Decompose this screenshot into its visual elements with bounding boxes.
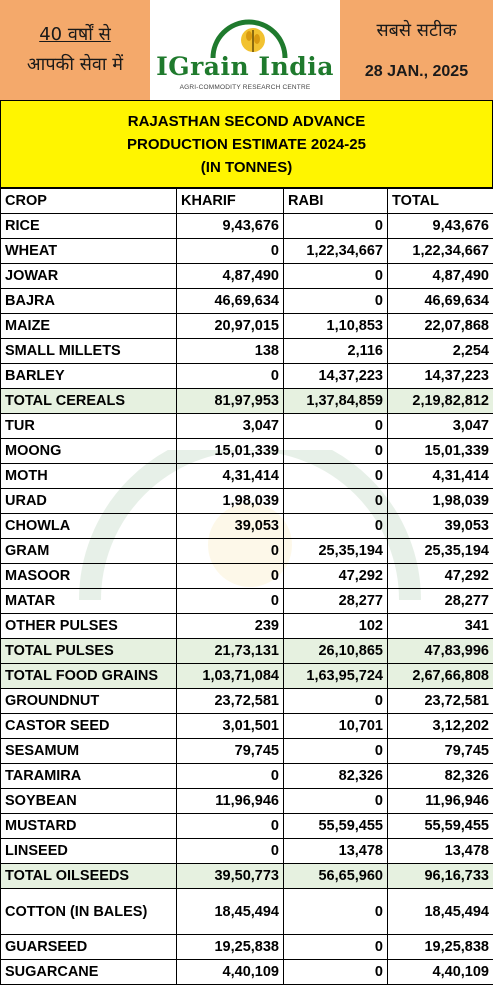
total-cell: 22,07,868 <box>388 314 493 339</box>
rabi-cell: 1,63,95,724 <box>284 664 388 689</box>
kharif-cell: 4,31,414 <box>177 464 284 489</box>
rabi-cell: 0 <box>284 439 388 464</box>
crop-cell: SESAMUM <box>1 739 177 764</box>
kharif-cell: 0 <box>177 239 284 264</box>
kharif-cell: 0 <box>177 814 284 839</box>
table-row <box>1 960 493 985</box>
kharif-cell: 3,047 <box>177 414 284 439</box>
total-cell: 39,053 <box>388 514 493 539</box>
rabi-cell: 0 <box>284 214 388 239</box>
table-row <box>1 714 493 739</box>
production-table <box>0 188 493 985</box>
rabi-cell: 0 <box>284 789 388 814</box>
table-row <box>1 289 493 314</box>
table-row <box>1 814 493 839</box>
rabi-cell: 0 <box>284 739 388 764</box>
rabi-cell: 0 <box>284 464 388 489</box>
total-cell: 4,40,109 <box>388 960 493 985</box>
kharif-cell: 4,40,109 <box>177 960 284 985</box>
rabi-cell: 0 <box>284 689 388 714</box>
kharif-cell: 23,72,581 <box>177 689 284 714</box>
report-date: 28 JAN., 2025 <box>364 63 469 80</box>
kharif-cell: 239 <box>177 614 284 639</box>
rabi-cell: 56,65,960 <box>284 864 388 889</box>
kharif-cell: 1,03,71,084 <box>177 664 284 689</box>
title-line1: RAJASTHAN SECOND ADVANCE <box>127 112 366 130</box>
kharif-cell: 39,053 <box>177 514 284 539</box>
table-row <box>1 364 493 389</box>
kharif-cell: 15,01,339 <box>177 439 284 464</box>
header-tagline <box>0 0 150 100</box>
table-row <box>1 764 493 789</box>
kharif-cell: 0 <box>177 764 284 789</box>
table-row <box>1 839 493 864</box>
crop-cell: SUGARCANE <box>1 960 177 985</box>
rabi-cell: 26,10,865 <box>284 639 388 664</box>
table-row <box>1 864 493 889</box>
rabi-cell: 55,59,455 <box>284 814 388 839</box>
total-cell: 2,67,66,808 <box>388 664 493 689</box>
kharif-cell: 4,87,490 <box>177 264 284 289</box>
table-body <box>1 214 493 985</box>
table-row <box>1 264 493 289</box>
crop-cell: CHOWLA <box>1 514 177 539</box>
crop-cell: JOWAR <box>1 264 177 289</box>
crop-cell: GROUNDNUT <box>1 689 177 714</box>
rabi-cell: 1,22,34,667 <box>284 239 388 264</box>
rabi-cell: 0 <box>284 960 388 985</box>
title-line3: (IN TONNES) <box>200 158 293 176</box>
rabi-cell: 1,37,84,859 <box>284 389 388 414</box>
crop-cell: SMALL MILLETS <box>1 339 177 364</box>
total-cell: 25,35,194 <box>388 539 493 564</box>
total-cell: 82,326 <box>388 764 493 789</box>
crop-cell: COTTON (IN BALES) <box>1 889 177 935</box>
table-row <box>1 464 493 489</box>
table-row <box>1 514 493 539</box>
table-row <box>1 789 493 814</box>
crop-cell: TARAMIRA <box>1 764 177 789</box>
crop-cell: TOTAL PULSES <box>1 639 177 664</box>
total-cell: 28,277 <box>388 589 493 614</box>
total-cell: 46,69,634 <box>388 289 493 314</box>
total-cell: 14,37,223 <box>388 364 493 389</box>
crop-cell: MUSTARD <box>1 814 177 839</box>
kharif-cell: 3,01,501 <box>177 714 284 739</box>
kharif-cell: 81,97,953 <box>177 389 284 414</box>
kharif-cell: 79,745 <box>177 739 284 764</box>
rabi-cell: 13,478 <box>284 839 388 864</box>
total-cell: 79,745 <box>388 739 493 764</box>
total-cell: 4,31,414 <box>388 464 493 489</box>
table-row <box>1 239 493 264</box>
total-cell: 47,292 <box>388 564 493 589</box>
crop-cell: LINSEED <box>1 839 177 864</box>
title-line2: PRODUCTION ESTIMATE 2024-25 <box>127 135 366 153</box>
crop-cell: CASTOR SEED <box>1 714 177 739</box>
kharif-cell: 0 <box>177 364 284 389</box>
rabi-cell: 0 <box>284 289 388 314</box>
crop-cell: TOTAL CEREALS <box>1 389 177 414</box>
table-row <box>1 739 493 764</box>
brand-subtitle: AGRI-COMMODITY RESEARCH CENTRE <box>179 84 311 91</box>
rabi-cell: 2,116 <box>284 339 388 364</box>
crop-cell: TUR <box>1 414 177 439</box>
table-row <box>1 689 493 714</box>
rabi-cell: 0 <box>284 414 388 439</box>
total-cell: 4,87,490 <box>388 264 493 289</box>
crop-cell: OTHER PULSES <box>1 614 177 639</box>
rabi-cell: 47,292 <box>284 564 388 589</box>
crop-cell: SOYBEAN <box>1 789 177 814</box>
rabi-cell: 0 <box>284 514 388 539</box>
table-header-row <box>1 189 493 214</box>
header-banner <box>0 0 493 100</box>
total-cell: 341 <box>388 614 493 639</box>
table-row <box>1 614 493 639</box>
kharif-cell: 0 <box>177 564 284 589</box>
rabi-cell: 0 <box>284 935 388 960</box>
crop-cell: MASOOR <box>1 564 177 589</box>
kharif-cell: 39,50,773 <box>177 864 284 889</box>
total-cell: 55,59,455 <box>388 814 493 839</box>
rabi-cell: 28,277 <box>284 589 388 614</box>
igrain-logo <box>150 0 340 100</box>
col-header-rabi: RABI <box>284 189 388 214</box>
crop-cell: MOONG <box>1 439 177 464</box>
crop-cell: URAD <box>1 489 177 514</box>
kharif-cell: 9,43,676 <box>177 214 284 239</box>
crop-cell: RICE <box>1 214 177 239</box>
kharif-cell: 1,98,039 <box>177 489 284 514</box>
total-cell: 13,478 <box>388 839 493 864</box>
header-right <box>340 0 493 100</box>
total-cell: 3,12,202 <box>388 714 493 739</box>
rabi-cell: 10,701 <box>284 714 388 739</box>
rabi-cell: 0 <box>284 489 388 514</box>
kharif-cell: 19,25,838 <box>177 935 284 960</box>
col-header-total: TOTAL <box>388 189 493 214</box>
accuracy-tagline: सबसे सटीक <box>376 20 457 41</box>
table-row <box>1 489 493 514</box>
table-row <box>1 414 493 439</box>
table-row <box>1 935 493 960</box>
crop-cell: TOTAL FOOD GRAINS <box>1 664 177 689</box>
table-row <box>1 639 493 664</box>
report-title <box>0 100 493 188</box>
table-row <box>1 564 493 589</box>
total-cell: 9,43,676 <box>388 214 493 239</box>
table-row <box>1 389 493 414</box>
crop-cell: GUARSEED <box>1 935 177 960</box>
total-cell: 15,01,339 <box>388 439 493 464</box>
total-cell: 2,19,82,812 <box>388 389 493 414</box>
table-row <box>1 339 493 364</box>
kharif-cell: 18,45,494 <box>177 889 284 935</box>
crop-cell: WHEAT <box>1 239 177 264</box>
col-header-crop: CROP <box>1 189 177 214</box>
rabi-cell: 1,10,853 <box>284 314 388 339</box>
kharif-cell: 11,96,946 <box>177 789 284 814</box>
rabi-cell: 14,37,223 <box>284 364 388 389</box>
kharif-cell: 0 <box>177 589 284 614</box>
col-header-kharif: KHARIF <box>177 189 284 214</box>
total-cell: 2,254 <box>388 339 493 364</box>
table-row <box>1 589 493 614</box>
crop-cell: MOTH <box>1 464 177 489</box>
table-row <box>1 439 493 464</box>
kharif-cell: 21,73,131 <box>177 639 284 664</box>
crop-cell: MAIZE <box>1 314 177 339</box>
kharif-cell: 138 <box>177 339 284 364</box>
table-row <box>1 664 493 689</box>
rabi-cell: 0 <box>284 264 388 289</box>
total-cell: 18,45,494 <box>388 889 493 935</box>
brand-name: IGrain India <box>156 52 334 81</box>
crop-cell: BAJRA <box>1 289 177 314</box>
kharif-cell: 46,69,634 <box>177 289 284 314</box>
kharif-cell: 0 <box>177 539 284 564</box>
total-cell: 23,72,581 <box>388 689 493 714</box>
total-cell: 1,22,34,667 <box>388 239 493 264</box>
tagline-line2: आपकी सेवा में <box>26 54 124 75</box>
table-row <box>1 314 493 339</box>
tagline-line1: 40 वर्षों से <box>39 24 111 45</box>
table-row <box>1 214 493 239</box>
rabi-cell: 25,35,194 <box>284 539 388 564</box>
rabi-cell: 102 <box>284 614 388 639</box>
total-cell: 1,98,039 <box>388 489 493 514</box>
total-cell: 96,16,733 <box>388 864 493 889</box>
kharif-cell: 0 <box>177 839 284 864</box>
crop-cell: TOTAL OILSEEDS <box>1 864 177 889</box>
total-cell: 11,96,946 <box>388 789 493 814</box>
crop-cell: BARLEY <box>1 364 177 389</box>
table-row <box>1 889 493 935</box>
crop-cell: GRAM <box>1 539 177 564</box>
rabi-cell: 82,326 <box>284 764 388 789</box>
table-row <box>1 539 493 564</box>
rabi-cell: 0 <box>284 889 388 935</box>
crop-cell: MATAR <box>1 589 177 614</box>
kharif-cell: 20,97,015 <box>177 314 284 339</box>
total-cell: 3,047 <box>388 414 493 439</box>
total-cell: 19,25,838 <box>388 935 493 960</box>
total-cell: 47,83,996 <box>388 639 493 664</box>
